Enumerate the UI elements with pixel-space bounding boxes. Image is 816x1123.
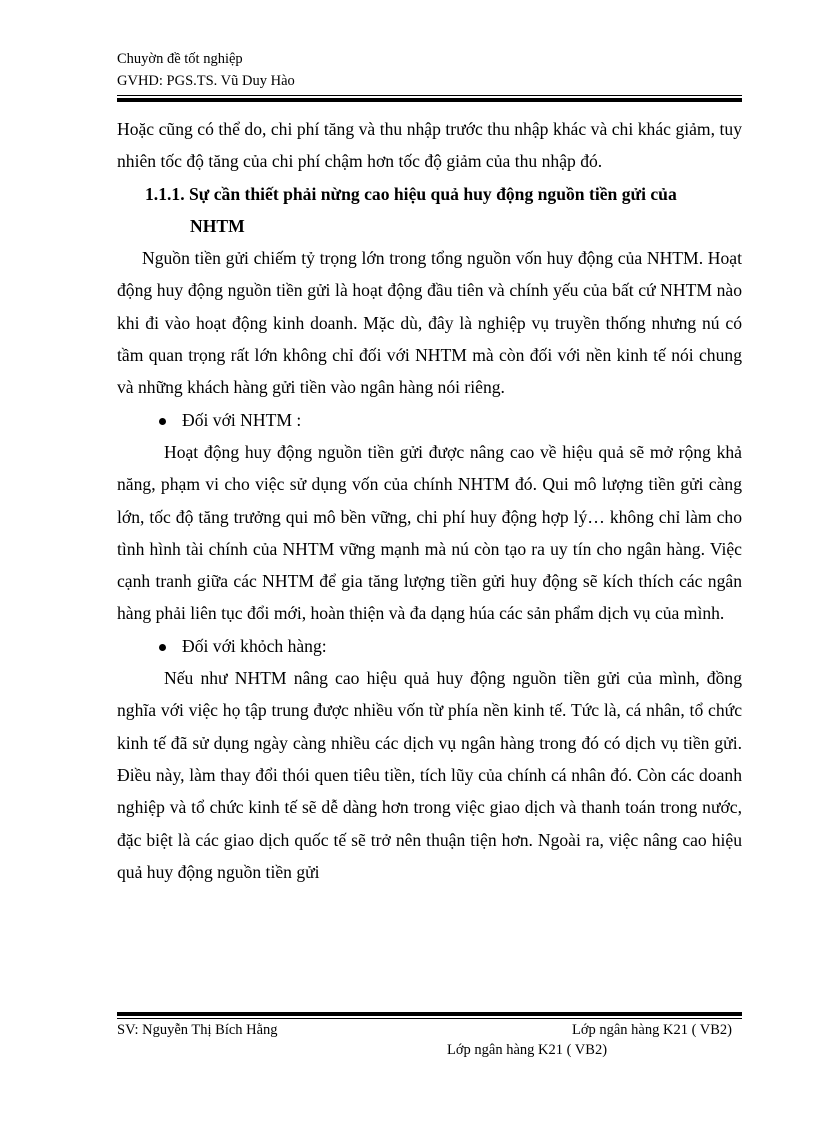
footer-class-repeat: Lớp ngân hàng K21 ( VB2) — [447, 1042, 608, 1058]
intro-paragraph: Hoặc cũng có thể do, chi phí tăng và thu nhập trước thu nhập khác và chi khác giảm, tuy nhiên tốc độ tăng của chi phí chậm hơn tốc độ giảm của thu nhập đó. — [117, 119, 742, 172]
paragraph-deposit-importance: Nguồn tiền gửi chiếm tỷ trọng lớn trong tổng nguồn vốn huy động của NHTM. Hoạt động huy động nguồn tiền gửi là hoạt động đầu tiên và chính yếu của bất cứ NHTM nào khi đi vào hoạt động kinh doanh. Mặc dù, đây là nghiệp vụ truyền thống nhưng nú có tầm quan trọng rất lớn không chỉ đối với NHTM mà còn đối với nền kinh tế nói chung và những khách hàng gửi tiền vào ngân hàng nói riêng. — [117, 248, 742, 398]
paragraph-banks: Hoạt động huy động nguồn tiền gửi được nâng cao về hiệu quả sẽ mở rộng khả năng, phạm vi cho việc sử dụng vốn của chính NHTM đó. Qui mô lượng tiền gửi càng lớn, tốc độ tăng trưởng qui mô bền vững, chi phí huy động hợp lý… không chỉ làm cho tình hình tài chính của NHTM vững mạnh mà nú còn tạo ra uy tín cho ngân hàng. Việc cạnh tranh giữa các NHTM để gia tăng lượng tiền gửi huy động sẽ kích thích các ngân hàng phải liên tục đổi mới, hoàn thiện và đa dạng húa các sản phẩm dịch vụ của mình. — [117, 441, 742, 624]
footer-student: SV: Nguyễn Thị Bích Hằng — [117, 1022, 278, 1038]
section-heading-line1: 1.1.1. Sự cần thiết phải nừng cao hiệu quả huy động nguồn tiền gửi của — [145, 183, 677, 204]
header-rule-thick — [117, 98, 742, 102]
bullet-label: Đối với khỏch hàng: — [182, 635, 327, 656]
bullet-item-customers — [117, 630, 742, 662]
footer-rule-thin — [117, 1018, 742, 1019]
bullet-item-banks — [117, 404, 742, 436]
bullet-label: Đối với NHTM : — [182, 409, 302, 430]
document-body — [117, 113, 742, 888]
bullet-dot-icon — [159, 644, 166, 651]
footer-rule-thick — [117, 1012, 742, 1016]
section-heading — [117, 178, 742, 243]
page-header — [117, 48, 742, 92]
bullet-dot-icon — [159, 418, 166, 425]
header-rule-thin — [117, 95, 742, 96]
header-doc-type: Chuyờn đề tốt nghiệp — [117, 51, 243, 67]
header-advisor: GVHD: PGS.TS. Vũ Duy Hào — [117, 73, 295, 89]
footer-class: Lớp ngân hàng K21 ( VB2) — [571, 1022, 732, 1038]
paragraph-customers: Nếu như NHTM nâng cao hiệu quả huy động nguồn tiền gửi của mình, đồng nghĩa với việc họ tập trung được nhiều vốn từ phía nền kinh tế. Tức là, cá nhân, tổ chức kinh tế đã sử dụng ngày càng nhiều các dịch vụ ngân hàng trong đó có dịch vụ tiền gửi. Điều này, làm thay đổi thói quen tiêu tiền, tích lũy của chính cá nhân đó. Còn các doanh nghiệp và tổ chức kinh tế sẽ dễ dàng hơn trong việc giao dịch và thanh toán trong nước, đặc biệt là các giao dịch quốc tế sẽ trở nên thuận tiện hơn. Ngoài ra, việc nâng cao hiệu quả huy động nguồn tiền gửi — [117, 668, 742, 882]
section-heading-line2: NHTM — [190, 215, 245, 236]
